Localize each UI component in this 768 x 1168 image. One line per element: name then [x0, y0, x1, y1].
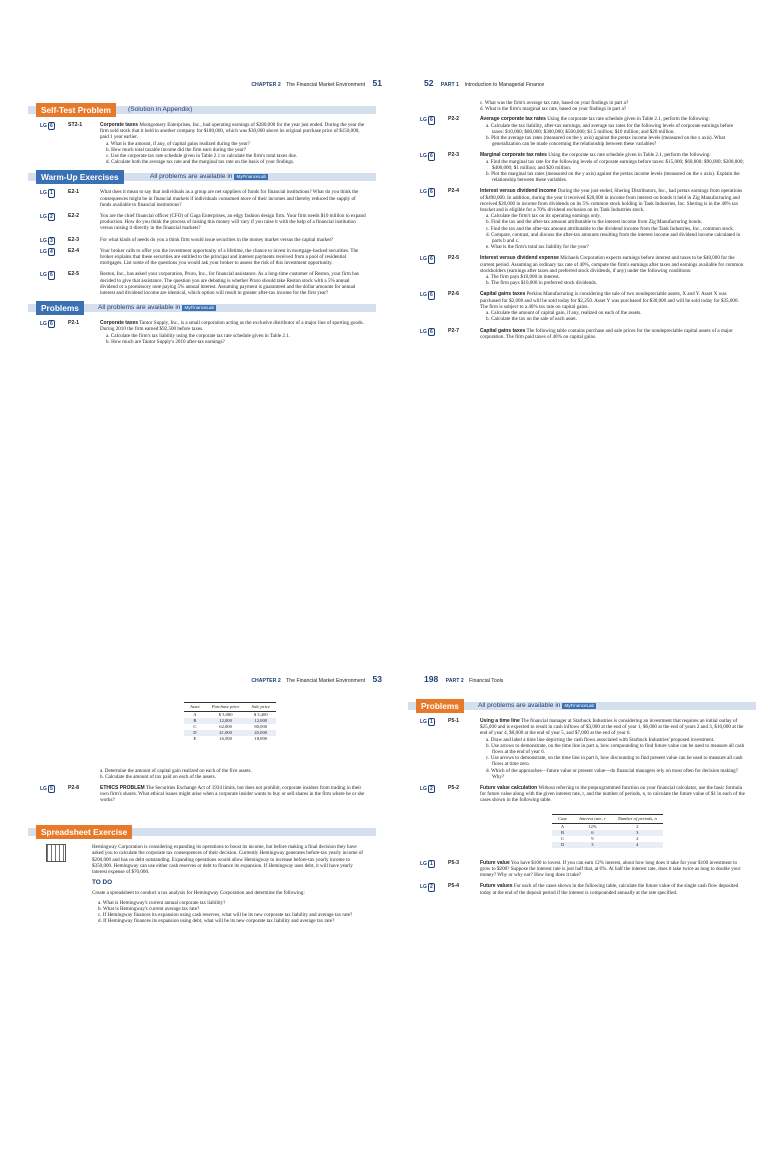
chapter-label: CHAPTER 2	[251, 678, 281, 684]
table-header: Interest rate, r	[573, 814, 612, 823]
table-cell: E	[193, 736, 197, 742]
spreadsheet-banner	[28, 825, 388, 839]
table-cell: 9	[591, 835, 594, 841]
list-item: b. Plot the marginal tax rates (measured on the y axis) against the pretax income levels (measured on the x axis). Explain the relationship between these variables.	[486, 171, 740, 184]
learning-goal-badge: LG 1	[40, 190, 53, 197]
learning-goal-badge: LG 6	[420, 117, 433, 124]
table-row	[552, 842, 663, 848]
list-item: b. How much are Tantor Supply's 2010 after-tax earnings?	[106, 338, 225, 345]
myfinancelab-logo[interactable]: MyFinanceLab	[184, 305, 214, 311]
problem-number: E2-4	[68, 247, 79, 254]
problem-text: Reston, Inc., has asked your corporation, Pruro, Inc., for financial assistance. As a long-time customer of Reston, your firm has decided to give that assistance. The question you are debating is whether Pruro should take Reston stock with a 5% annual dividend or a promissory note paying 5% annual interest. Assuming payment is guaranteed and the dollar amounts for annual interest and dividend income are identical, which option will result in greater after-tax income for the first year?	[100, 271, 359, 297]
spreadsheet-heading: Spreadsheet Exercise	[36, 825, 132, 839]
myfinancelab-logo[interactable]: MyFinanceLab	[564, 703, 594, 708]
problem-number: P2-7	[448, 327, 459, 334]
learning-goal-badge: LG 6	[40, 321, 53, 328]
list-item: b. Calculate the amount of tax paid on each of the assets.	[100, 774, 216, 781]
problem-title: Interest versus dividend income	[480, 188, 557, 195]
todo-heading: TO DO	[92, 879, 113, 887]
table-cell: 12,000	[206, 718, 246, 724]
problem-number: P2-1	[68, 320, 79, 327]
table-cell: B	[552, 830, 573, 836]
problem-title: Corporate taxes	[100, 320, 139, 327]
learning-goal-badge: LG 2	[40, 214, 53, 221]
problem-text: Michaels Corporation expects earnings before interest and taxes to be $40,000 for the current period. Assuming an ordinary tax rate of 40%, compute the firm's earnings after taxes and earnings available for common stockholders (earnings after taxes and preferred stock dividends, if any) under the following conditions:	[480, 255, 744, 274]
table-cell: $ 3,400	[253, 712, 268, 718]
warmup-heading: Warm-Up Exercises	[36, 170, 124, 184]
problems-heading: Problems	[36, 301, 84, 315]
table-cell: 41,000	[206, 730, 246, 736]
list-item: b. The firm pays $10,000 in preferred stock dividends.	[486, 280, 597, 287]
problem-p2-1	[28, 320, 388, 345]
table-cell: A	[193, 712, 197, 718]
problem-text: Montgomery Enterprises, Inc., had operating earnings of $280,000 for the year just ended. During the year the firm sold stock that it held in another company for $180,000, which was $30,000 above its original purchase price of $150,000, paid 1 year earlier.	[100, 122, 365, 141]
problem-title: Future value	[480, 859, 510, 866]
table-cell: D	[552, 842, 573, 848]
list-item: e. What is the firm's total tax liability for the year?	[486, 244, 589, 251]
problem-title: Interest versus dividend expense	[480, 255, 559, 262]
problem-number: P2-8	[68, 784, 79, 791]
problems-banner	[28, 301, 388, 315]
list-item: d. What is the firm's marginal tax rate, based on your findings in part a?	[480, 106, 627, 113]
learning-goal-badge: LG 5	[40, 785, 53, 792]
table-cell: D	[184, 730, 206, 736]
learning-goal-badge: LG 6	[420, 153, 433, 160]
table-cell: 62,000	[219, 724, 232, 730]
problem-number: P5-3	[448, 859, 459, 866]
list-item: b. Calculate the tax on the sale of each asset.	[486, 316, 577, 323]
learning-goal-badge: LG 1	[420, 719, 433, 725]
problem-e2-5	[28, 271, 388, 296]
problem-e2-2	[28, 213, 388, 232]
table-cell: $ 3,000	[218, 712, 233, 718]
problem-number: E2-1	[68, 189, 79, 196]
page-53	[28, 668, 388, 1168]
problem-title: Corporate taxes	[100, 122, 139, 128]
table-header: Sale price	[245, 703, 276, 712]
selftest-heading: Self-Test Problem	[36, 103, 116, 117]
list-item: a. Determine the amount of capital gain realized on each of the five assets.	[100, 768, 252, 775]
problem-text: Tantor Supply, Inc., is a small corporation acting as the exclusive distributor of a major line of sporting goods. During 2010 the firm earned $92,500 before taxes.	[100, 320, 364, 333]
table-cell: 3	[573, 842, 612, 848]
table-cell: 4	[612, 842, 663, 848]
problem-e2-1	[28, 189, 388, 208]
problems-note: All problems are available in MyFinanceLab	[478, 702, 594, 709]
problems-banner	[408, 699, 768, 713]
todo-body	[28, 890, 388, 924]
chapter-title: The Financial Market Environment	[286, 678, 366, 684]
part-label: PART 2	[445, 678, 464, 684]
problem-text: The following table contains purchase and sale prices for the nondepreciable capital assets of a major corporation. The firm paid taxes of 40% on capital gains.	[480, 327, 733, 340]
page-header	[251, 80, 388, 92]
problem-number: P5-2	[448, 785, 459, 792]
page-number: 198	[424, 674, 439, 684]
table-cell: 45,000	[245, 730, 276, 736]
problem-title: Average corporate tax rates	[480, 116, 546, 123]
table-cell: 80,000	[254, 724, 268, 730]
problem-text: Perkins Manufacturing is considering the sale of two nondepreciable assets, X and Y. Asset X was purchased for $2,000 and will be sold today for $2,250. Asset Y was purchased for $30,000 and will be sold today for $35,000. The firm is subject to a 40% tax rate on capital gains.	[480, 291, 739, 310]
list-item: a. Calculate the firm's tax on its operating earnings only.	[486, 213, 601, 220]
problem-text: The financial manager at Starbuck Industries is considering an investment that requires an initial outlay of $25,000 and is expected to result in cash inflows of $3,000 at the end of year 1, $6,000 at the end of years 2 and 3, $10,000 at the end of year 4, $8,000 at the end of year 5, and $7,000 at the end of year 6.	[480, 718, 744, 737]
list-item: d. If Hemingway finances its expansion using debt, what will be its new corporate tax liability and average tax rate?	[98, 918, 335, 925]
todo-text: Create a spreadsheet to conduct a tax analysis for Hemingway Corporation and determine the following:	[92, 890, 305, 897]
table-cell: 12,000	[245, 718, 276, 724]
list-item: c. Find the tax and the after-tax amount attributable to the dividend income from the Tank Industries, Inc., common stock.	[486, 225, 735, 232]
asset-price-table	[184, 702, 276, 742]
spreadsheet-text: Hemingway Corporation is considering expanding its operations to boost its income, but before making a final decision they have asked you to calculate the corporate tax consequences of their decision. Currently Hemingway generates before-tax yearly income of $200,000 and has no debt outstanding. Expanding operations would allow Hemingway to increase before-tax yearly income to $350,000. Hemingway can use either cash reserves or debt to finance its expansion. If Hemingway uses debt, it will have yearly interest expense of $70,000.	[92, 844, 363, 876]
list-item: c. What was the firm's average tax rate, based on your findings in part a?	[480, 100, 629, 106]
table-header: Asset	[184, 703, 206, 712]
list-item: d. Calculate both the average tax rate and the marginal tax rate on the basis of your findings.	[106, 159, 295, 166]
learning-goal-badge: LG 6	[420, 292, 433, 299]
interest-rate-table	[552, 814, 663, 848]
problem-p2-6	[408, 291, 768, 322]
list-item: b. What is Hemingway's current average tax rate?	[98, 905, 200, 912]
list-item: a. What is Hemingway's current annual corporate tax liability?	[98, 899, 226, 906]
problem-text: You have $100 to invest. If you can earn 12% interest, about how long does it take for your $100 investment to grow to $200? Suppose the interest rate is just half that, at 6%. At half the interest rate, does it take twice as long to double your money? Why or why not? How long does it take?	[480, 859, 741, 879]
table-cell: A	[560, 823, 565, 829]
table-cell: 3	[612, 830, 663, 836]
problem-text: Your broker calls to offer you the investment opportunity of a lifetime, the chance to invest in mortgage-backed securities. The broker explains that these securities are entitled to the principal and interest payments received from a pool of residential mortgages. List some of the questions you would ask your broker to assess the risk of this investment opportunity.	[100, 247, 359, 267]
spreadsheet-icon	[46, 844, 66, 862]
problem-p2-4	[408, 188, 768, 250]
warmup-note: All problems are available in MyFinanceLab	[150, 173, 266, 181]
table-cell: 12%	[588, 823, 597, 829]
problem-title: ETHICS PROBLEM	[100, 784, 145, 791]
table-cell: B	[184, 718, 206, 724]
problem-title: Using a time line	[480, 718, 520, 724]
problem-p2-7	[408, 328, 768, 340]
problem-text: The Securities Exchange Act of 1934 limits, but does not prohibit, corporate insiders from trading in their own firm's shares. What ethical issues might arise when a corporate insider wants to buy or sell shares in the firm where he or she works?	[100, 784, 365, 804]
learning-goal-badge: LG 1	[420, 860, 433, 867]
problem-p2-5	[408, 255, 768, 286]
page-header	[418, 80, 544, 92]
table-cell: C	[561, 835, 565, 841]
part-title: Financial Tools	[469, 678, 504, 684]
problem-number: E2-2	[68, 213, 79, 220]
selftest-banner	[28, 103, 388, 117]
problem-title: Future values	[480, 883, 513, 890]
table-cell: 2	[636, 835, 639, 841]
problem-p5-4	[408, 883, 768, 895]
list-item: a. Find the marginal tax rate for the following levels of corporate earnings before taxes: $15,000; $60,000; $90,000; $200,000; $400,000; $1 million; and $20 million.	[486, 158, 744, 171]
learning-goal-badge: LG 6	[420, 256, 433, 263]
myfinancelab-logo[interactable]: MyFinanceLab	[236, 174, 266, 180]
problem-st2-1	[28, 122, 388, 165]
chapter-label: CHAPTER 2	[251, 82, 281, 88]
problem-e2-4	[28, 248, 388, 267]
table-header: Number of periods, n	[612, 814, 663, 823]
table-cell: 18,000	[254, 736, 268, 742]
problem-title: Capital gains taxes	[480, 291, 526, 298]
problem-number: P5-4	[448, 883, 459, 890]
learning-goal-badge: LG 3	[40, 237, 53, 244]
warmup-banner	[28, 170, 388, 184]
problem-title: Marginal corporate tax rates	[480, 152, 547, 159]
problem-number: P2-4	[448, 188, 459, 195]
list-item: d. Which of the approaches—future value or present value—do financial managers rely on most often for decision making? Why?	[486, 767, 738, 780]
learning-goal-badge: LG 6	[420, 328, 433, 335]
problem-number: P2-2	[448, 116, 459, 123]
learning-goal-badge: LG 4	[40, 248, 53, 255]
problem-e2-3	[28, 237, 388, 243]
page-198	[408, 668, 768, 1168]
learning-goal-badge: LG 2	[420, 884, 433, 891]
problem-title: Future value calculation	[480, 785, 538, 792]
problem-p5-2	[408, 785, 768, 804]
problem-text: For what kinds of needs do you a think firm would issue securities in the money market versus the capital market?	[100, 236, 334, 243]
page-number: 52	[424, 78, 434, 88]
problem-text: During the year just ended, Shering Distributors, Inc., had pretax earnings from operations of $490,000. In addition, during the year it received $20,000 in income from interest on bonds it held in Zig Manufacturing and received $20,000 in income from dividends on its 5% common stock holding in Tank Industries, Inc. Shering is in the 40% tax bracket and is eligible for a 70% dividend exclusion on its Tank Industries stock.	[480, 188, 743, 214]
list-item: a. Draw and label a time line depicting the cash flows associated with Starbuck Industries' proposed investment.	[486, 736, 715, 743]
list-item: a. Calculate the amount of capital gain, if any, realized on each of the assets.	[486, 310, 642, 317]
problem-text: You are the chief financial officer (CFO) of Gaga Enterprises, an edgy fashion design firm. Your firm needs $10 million to expand production. How do you think the process of raising this money will vary if you raise it with the help of a financial institution versus raising it directly in the financial markets?	[100, 213, 366, 232]
spreadsheet-exercise	[28, 844, 388, 875]
table-header: Case	[552, 814, 573, 823]
list-item: c. Use arrows to demonstrate, on the time line in part b, how discounting to find present value can be used to measure all cash flows at time zero.	[486, 755, 743, 768]
list-item: a. The firm pays $10,000 in interest.	[486, 274, 560, 281]
table-row	[184, 736, 276, 742]
table-cell: 16,500	[219, 736, 232, 742]
selftest-note: (Solution in Appendix)	[128, 106, 193, 113]
list-item: b. How much total taxable income did the firm earn during the year?	[106, 146, 246, 153]
table-cell: 6	[573, 830, 612, 836]
problems-note: All problems are available in MyFinanceLab	[98, 304, 214, 312]
list-item: d. Compare, contrast, and discuss the after-tax amounts resulting from the interest income and dividend income calculated in parts b and c.	[486, 231, 741, 245]
page-header	[418, 676, 503, 688]
problem-p5-1	[408, 718, 768, 780]
learning-goal-badge: LG 6	[40, 123, 53, 129]
chapter-title: The Financial Market Environment	[286, 82, 366, 88]
list-item: b. Find the tax and the after-tax amount attributable to the interest income from Zig Manufacturing bonds.	[486, 219, 703, 226]
problem-title: Capital gains taxes	[480, 327, 526, 334]
page-header	[251, 676, 388, 688]
problem-number: E2-3	[68, 236, 79, 243]
table-header: Purchase price	[206, 703, 246, 712]
problem-text: Using the corporate tax rate schedule given in Table 2.1, perform the following:	[548, 152, 711, 159]
list-item: b. Plot the average tax rates (measured on the y axis) against the pretax income levels (measured on the x axis). What generalization can be made concerning the relationship between these variables?	[486, 135, 726, 148]
problem-number: P5-1	[448, 718, 459, 724]
list-item: a. Calculate the tax liability, after-tax earnings, and average tax rates for the following levels of corporate earnings before taxes: $10,000; $80,000; $300,000; $500,000; $1.5 million; $10 million; and $20 million.	[486, 122, 734, 135]
problem-number: P2-6	[448, 291, 459, 298]
problem-p2-2	[408, 116, 768, 147]
list-item: a. Calculate the firm's tax liability using the corporate tax rate schedule given in Table 2.1.	[106, 332, 291, 339]
problem-text: Without referring to the preprogrammed function on your financial calculator, use the basic formula for future value along with the given interest rate, r, and the number of periods, n, to calculate the future value of $1 in each of the cases shown in the following table.	[480, 785, 745, 804]
learning-goal-badge: LG 6	[40, 272, 53, 279]
problem-p5-3	[408, 860, 768, 879]
continued-items	[408, 100, 768, 112]
problems-heading: Problems	[416, 699, 464, 713]
problem-p2-3	[408, 152, 768, 183]
list-item: c. If Hemingway finances its expansion using cash reserves, what will be its new corporate tax liability and average tax rate?	[98, 912, 353, 919]
part-title: Introduction to Managerial Finance	[464, 82, 545, 88]
learning-goal-badge: LG 6	[420, 189, 433, 196]
table-cell: C	[193, 724, 197, 730]
continued-items	[28, 768, 388, 780]
problem-text: What does it mean to say that individuals as a group are net suppliers of funds for financial institutions? What do you think the consequences might be in financial markets if individuals consumed more of their incomes and thereby reduced the supply of funds available to financial institutions?	[100, 189, 359, 208]
list-item: a. What is the amount, if any, of capital gains realized during the year?	[106, 140, 250, 147]
page-52	[408, 72, 768, 572]
page-51	[28, 72, 388, 572]
problem-number: ST2-1	[68, 122, 83, 128]
page-number: 53	[372, 674, 382, 684]
problem-text: For each of the cases shown in the following table, calculate the future value of the single cash flow deposited today at the end of the deposit period if the interest is compounded annually at the rate specified.	[480, 883, 739, 896]
problem-p2-8	[28, 785, 388, 804]
part-label: PART 1	[440, 82, 459, 88]
page-number: 51	[372, 78, 382, 88]
table-cell: 2	[636, 823, 639, 829]
learning-goal-badge: LG 2	[420, 786, 433, 793]
problem-number: E2-5	[68, 271, 79, 278]
problem-text: Using the corporate tax rate schedule given in Table 2.1, perform the following:	[547, 116, 710, 123]
list-item: b. Use arrows to demonstrate, on the time line in part a, how compounding to find future value can be used to measure all cash flows at the end of year 6.	[486, 742, 745, 756]
problem-number: P2-3	[448, 152, 459, 159]
list-item: c. Use the corporate tax rate schedule given in Table 2.1 to calculate the firm's total taxes due.	[106, 153, 298, 160]
problem-number: P2-5	[448, 255, 459, 262]
